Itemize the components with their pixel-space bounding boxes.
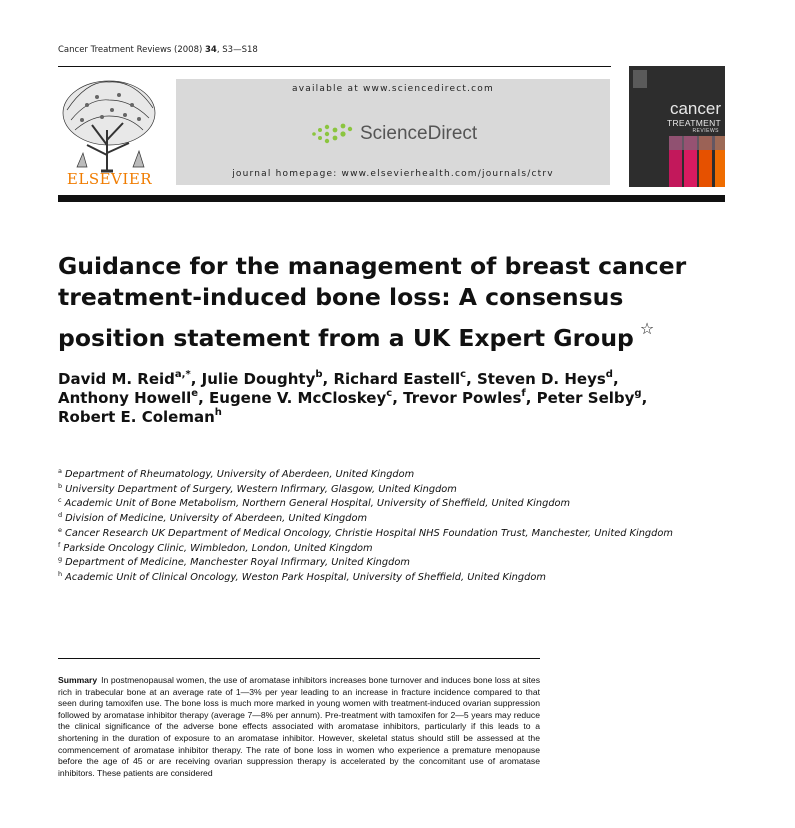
author-affiliation-mark[interactable]: f: [521, 388, 526, 399]
affiliation-mark: d: [58, 511, 63, 520]
author-name[interactable]: Richard Eastell: [333, 370, 461, 388]
article-title-text: Guidance for the management of breast cancer treatment-induced bone loss: A consensus position statement from a UK Expert Group: [58, 252, 687, 352]
author-name[interactable]: Anthony Howell: [58, 389, 192, 407]
affiliation-text: Department of Medicine, Manchester Royal Infirmary, United Kingdom: [65, 557, 410, 569]
affiliation-mark: f: [58, 540, 61, 549]
affiliation-item: [58, 556, 698, 571]
sciencedirect-dots-icon: [310, 122, 354, 146]
affiliation-text: Academic Unit of Bone Metabolism, Northern General Hospital, University of Sheffield, United Kingdom: [64, 498, 571, 510]
author-name[interactable]: Peter Selby: [536, 389, 635, 407]
affiliation-text: Parkside Oncology Clinic, Wimbledon, London, United Kingdom: [63, 542, 373, 554]
summary-rule: [58, 658, 540, 659]
author-separator: ,: [612, 370, 619, 388]
affiliation-mark: b: [58, 481, 63, 490]
author-list: [58, 370, 748, 427]
journal-reference: [58, 45, 258, 55]
cover-subtitle-2: REVIEWS: [692, 128, 719, 134]
summary-block: [58, 675, 540, 779]
article-title: [58, 251, 738, 354]
author-affiliation-mark[interactable]: a,*: [174, 369, 191, 380]
author-separator: ,: [525, 389, 537, 407]
available-at-text[interactable]: available at www.sciencedirect.com: [292, 84, 494, 94]
affiliation-item: [58, 527, 698, 542]
journal-volume: 34: [205, 45, 217, 55]
author-name[interactable]: Robert E. Coleman: [58, 408, 215, 426]
summary-label: Summary: [58, 675, 98, 685]
author-affiliation-mark[interactable]: d: [605, 369, 613, 380]
journal-homepage-text[interactable]: journal homepage: www.elsevierhealth.com/journals/ctrv: [232, 169, 554, 179]
author-name[interactable]: Julie Doughty: [201, 370, 316, 388]
affiliation-item: [58, 512, 698, 527]
affiliation-item: [58, 483, 698, 498]
sciencedirect-brand[interactable]: [310, 122, 477, 146]
sciencedirect-label: ScienceDirect: [360, 123, 478, 144]
title-footnote-mark[interactable]: ☆: [639, 319, 655, 338]
author-affiliation-mark[interactable]: h: [214, 407, 222, 418]
author-affiliation-mark[interactable]: g: [634, 388, 642, 399]
affiliation-item: [58, 571, 698, 586]
author-name[interactable]: Trevor Powles: [403, 389, 522, 407]
author-separator: ,: [198, 389, 210, 407]
author-name[interactable]: Steven D. Heys: [476, 370, 606, 388]
author-name[interactable]: David M. Reid: [58, 370, 175, 388]
affiliation-text: Cancer Research UK Department of Medical Oncology, Christie Hospital NHS Foundation Trust, Manchester, United Kingdom: [65, 527, 673, 539]
journal-name: Cancer Treatment Reviews (2008): [58, 45, 203, 55]
affiliation-mark: g: [58, 555, 63, 564]
author-affiliation-mark[interactable]: e: [191, 388, 199, 399]
author-affiliation-mark[interactable]: c: [460, 369, 467, 380]
journal-cover: [629, 66, 725, 187]
affiliation-text: Department of Rheumatology, University of Aberdeen, United Kingdom: [64, 469, 415, 480]
cover-subtitle: TREATMENT: [666, 118, 721, 128]
affiliation-mark: e: [58, 525, 62, 534]
author-separator: ,: [466, 370, 477, 388]
author-separator: ,: [392, 389, 404, 407]
masthead-rule: [58, 195, 725, 202]
cover-title: cancer: [669, 99, 721, 118]
affiliation-mark: a: [58, 467, 62, 475]
author-affiliation-mark[interactable]: b: [315, 369, 323, 380]
affiliation-item: [58, 542, 698, 557]
affiliation-text: Academic Unit of Clinical Oncology, Weston Park Hospital, University of Sheffield, United Kingdom: [65, 571, 546, 583]
affiliation-list: [58, 468, 698, 586]
affiliation-text: University Department of Surgery, Western Infirmary, Glasgow, United Kingdom: [65, 483, 457, 495]
affiliation-text: Division of Medicine, University of Aberdeen, United Kingdom: [65, 513, 368, 525]
author-separator: ,: [190, 370, 202, 388]
author-separator: ,: [641, 389, 648, 407]
affiliation-mark: h: [58, 569, 63, 578]
affiliation-item: [58, 468, 698, 483]
author-name[interactable]: Eugene V. McCloskey: [209, 389, 387, 407]
affiliation-mark: c: [58, 496, 62, 505]
author-affiliation-mark[interactable]: c: [386, 388, 393, 399]
journal-pages: , S3—S18: [216, 45, 258, 55]
summary-text: In postmenopausal women, the use of aromatase inhibitors increases bone turnover and induces bone loss at sites rich in trabecular bone at an average rate of 1—3% per year leading to an increase in fracture incidence compared to that seen during tamoxifen use. The bone loss is much more marked in young women with treatment-induced ovarian suppression followed by aromatase inhibitor therapy (average 7—8% per annum). Pre-treatment with tamoxifen for 2—5 years may reduce the clinical significance of the adverse bone effects associated with aromatase inhibitors, particularly if this leads to a shortening in the duration of exposure to an aromatase inhibitor. However, skeletal status should still be assessed at the commencement of aromatase inhibitor therapy. The rate of bone loss in women who experience a premature menopause before the age of 45 or are receiving ovarian suppression therapy is accelerated by the concomitant use of aromatase inhibitors. These patients are considered: [58, 675, 540, 778]
elsevier-wordmark: ELSEVIER: [66, 170, 153, 188]
header-rule: [58, 66, 611, 67]
author-separator: ,: [322, 370, 334, 388]
affiliation-item: [58, 497, 698, 512]
